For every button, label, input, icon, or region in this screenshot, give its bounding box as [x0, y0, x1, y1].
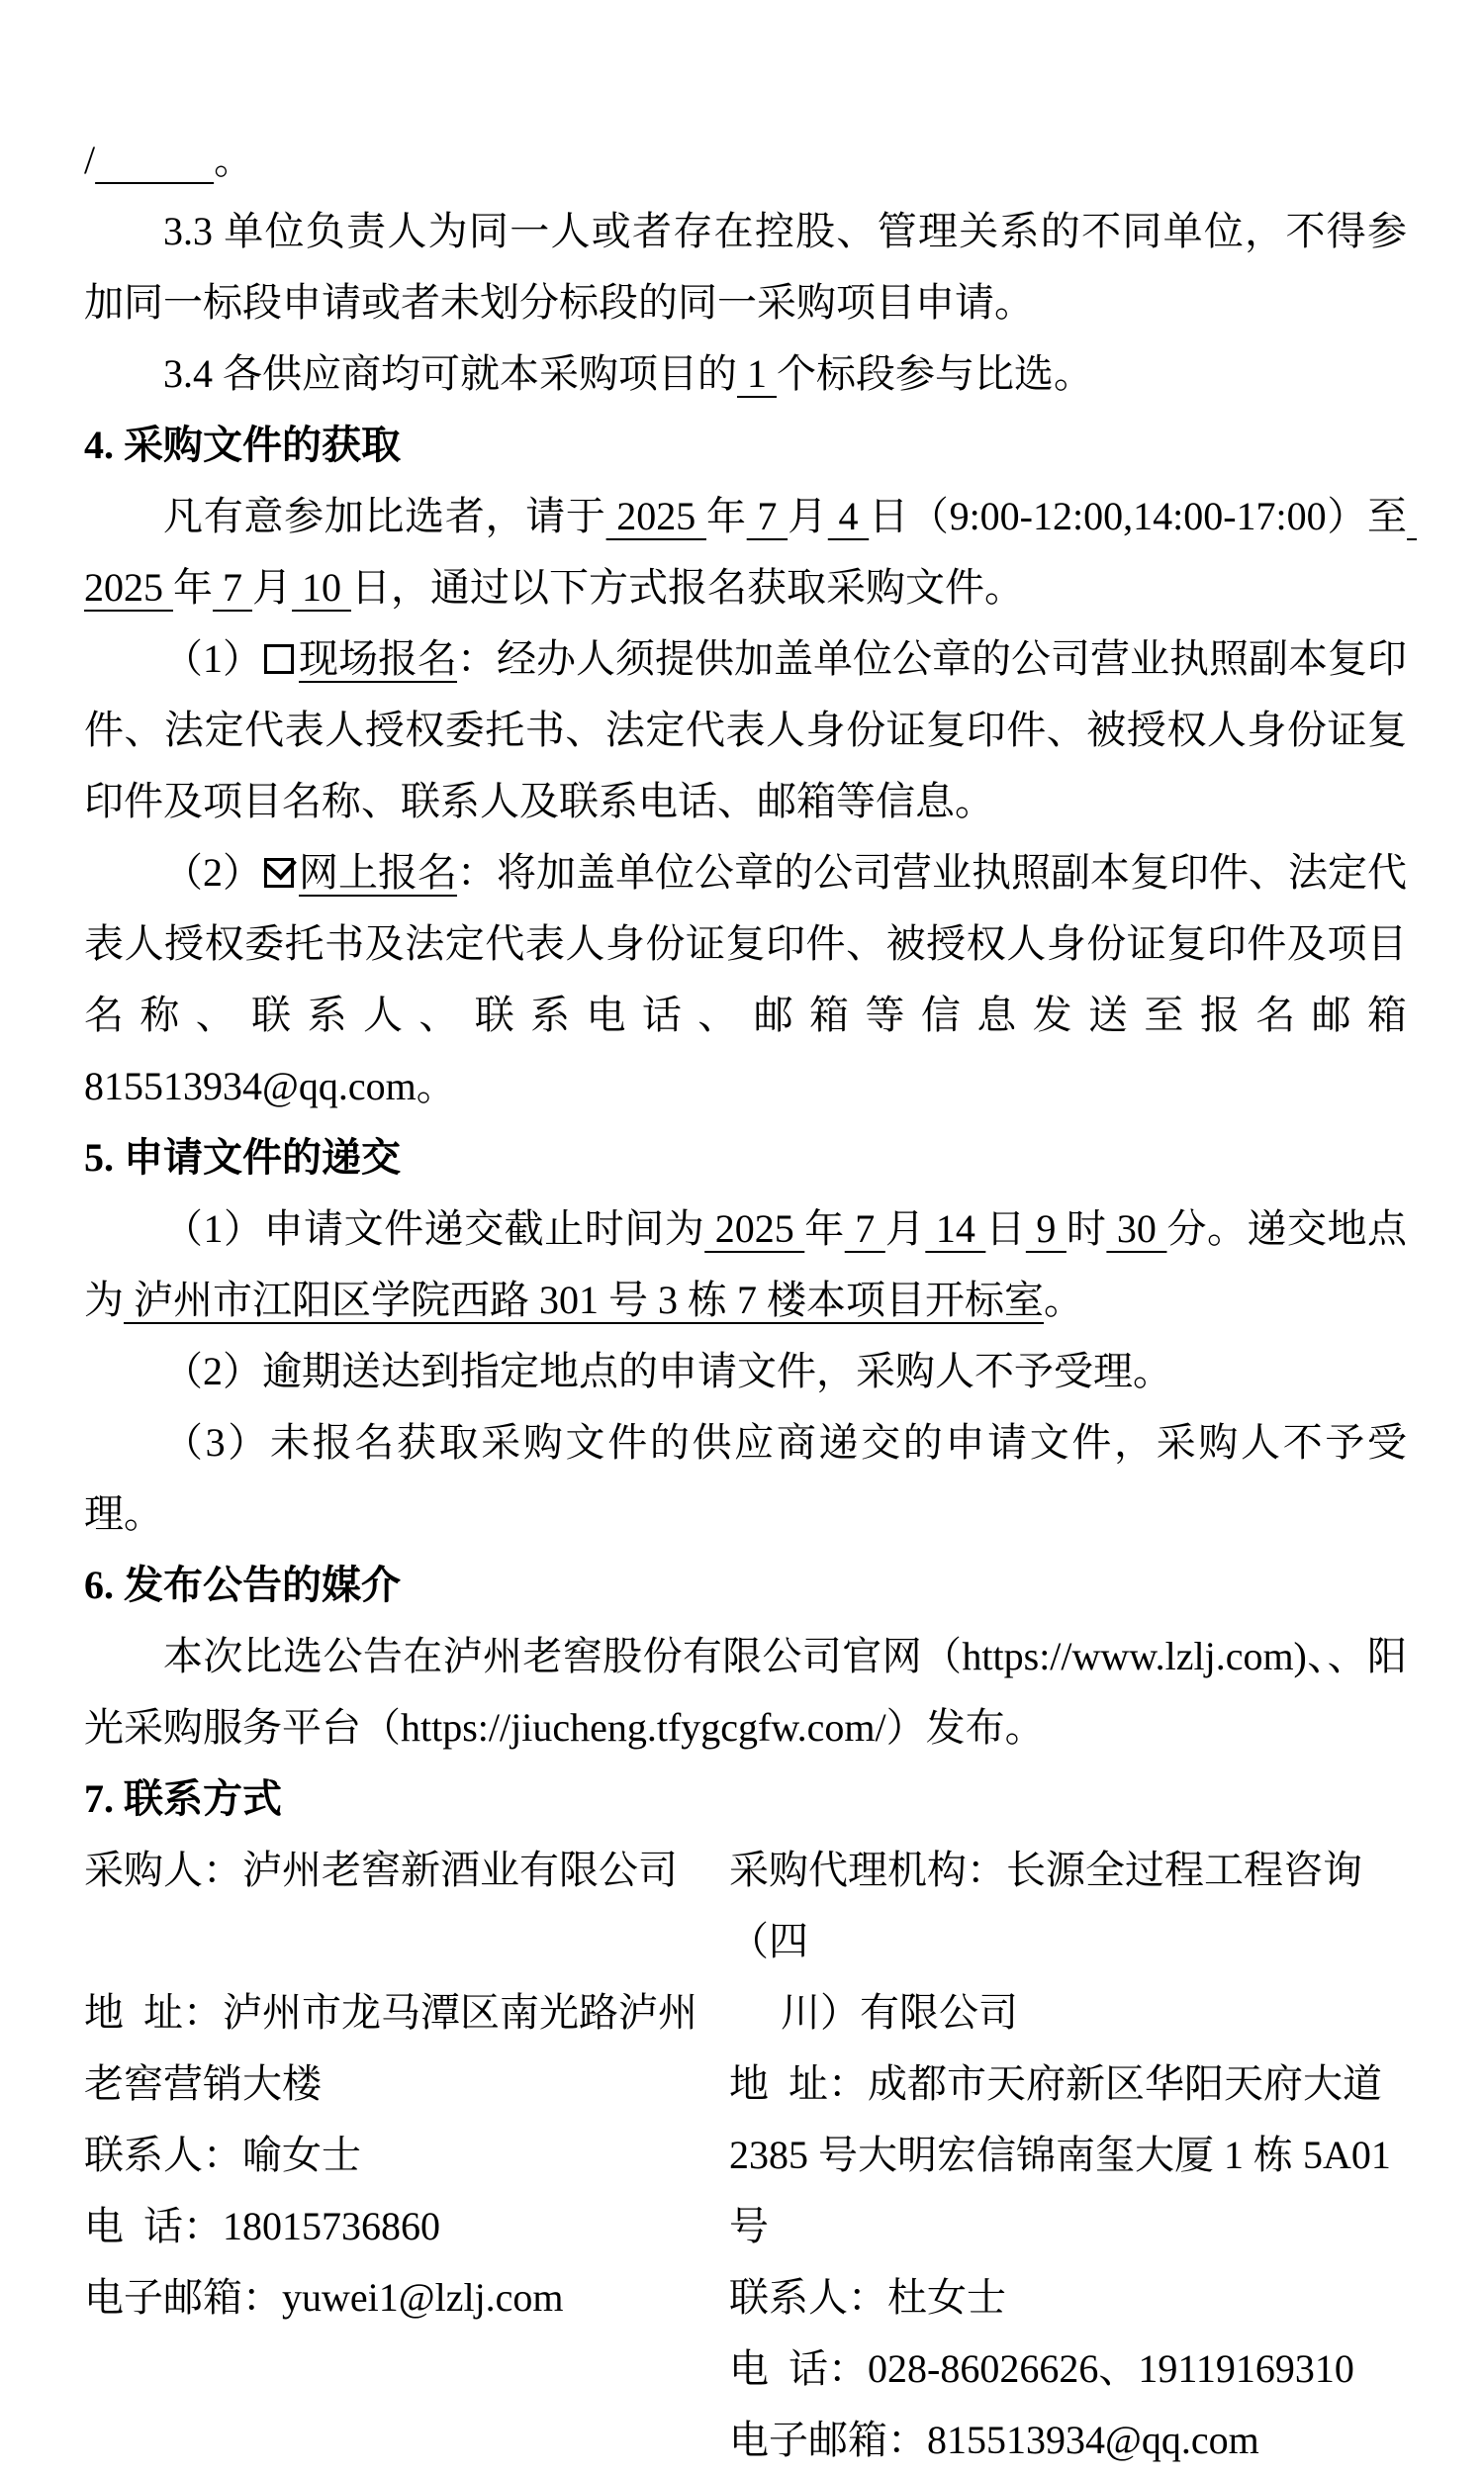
announcement-media-paragraph [84, 1621, 1407, 1763]
agency-address-line-2: 2385 号大明宏信锦南玺大厦 1 栋 5A01 号 [729, 2133, 1401, 2248]
text-run: 30 [1106, 1206, 1167, 1251]
purchaser-email: 电子邮箱：yuwei1@lzlj.com [84, 2275, 564, 2320]
section-7-heading: 7. 联系方式 [84, 1776, 282, 1821]
text-run: 3.4 各供应商均可就本采购项目的 [163, 351, 737, 396]
unregistered-supplier-paragraph [84, 1407, 1407, 1550]
text-run: （2）逾期送达到指定地点的申请文件，采购人不予受理。 [163, 1349, 1172, 1393]
purchaser-address-line-1: 地 址：泸州市龙马潭区南光路泸州 [84, 1990, 697, 2035]
obtain-documents-paragraph [84, 481, 1418, 623]
text-run: 现场报名 [299, 636, 457, 681]
section-5-heading: 5. 申请文件的递交 [84, 1135, 401, 1180]
text-run: 7 [213, 565, 252, 610]
text-run [95, 138, 214, 182]
purchaser-address-line-2: 老窖营销大楼 [84, 2061, 322, 2106]
contact-column-purchaser [84, 1835, 729, 2333]
text-run: 本次比选公告在泸州老窖股份有限公司官网（https://www.lzlj.com)、、阳光采购服务平台（https://jiucheng.tfygcgfw.com/）发布。 [84, 1634, 1407, 1750]
checkbox-unchecked-icon [264, 644, 294, 674]
text-run: 日 [985, 1206, 1026, 1251]
text-run: 2025 [605, 494, 706, 538]
text-run: 泸州市江阳区学院西路 301 号 3 栋 7 楼本项目开标室 [124, 1278, 1044, 1322]
text-run: 。 [214, 138, 254, 182]
text-run: 7 [844, 1206, 885, 1251]
text-run: 月 [252, 565, 292, 610]
onsite-registration-paragraph [84, 623, 1407, 837]
text-run: 网上报名 [299, 850, 457, 895]
agency-name-line-1: 采购代理机构：长源全过程工程咨询（四 [729, 1848, 1362, 1963]
text-run: 年 [706, 494, 747, 538]
text-run: 凡有意参加比选者，请于 [163, 494, 606, 538]
agency-email: 电子邮箱：815513934@qq.com [729, 2418, 1259, 2462]
clause-3-4-paragraph [84, 338, 1407, 410]
agency-phone: 电 话：028-86026626、19119169310 [729, 2346, 1354, 2391]
agency-contact-person: 联系人：杜女士 [729, 2275, 1006, 2320]
text-run: 10 [292, 565, 351, 610]
text-run: （3）未报名获取采购文件的供应商递交的申请文件，采购人不予受理。 [84, 1420, 1407, 1536]
text-run: 年 [173, 565, 213, 610]
text-run: 分。递交地点为 [84, 1206, 1408, 1322]
text-run: （2） [163, 850, 262, 895]
purchaser-name: 采购人：泸州老窖新酒业有限公司 [84, 1848, 678, 1892]
text-run: 2025 [84, 494, 1418, 610]
text-run: 14 [925, 1206, 986, 1251]
agency-name-line-2: 川）有限公司 [781, 1990, 1018, 2035]
text-run: 2025 [704, 1206, 805, 1251]
text-run: 月 [788, 494, 828, 538]
purchaser-blank-line [84, 1906, 729, 1977]
text-run: （1）申请文件递交截止时间为 [163, 1206, 705, 1251]
text-run: ：将加盖单位公章的公司营业执照副本复印件、法定代表人授权委托书及法定代表人身份证复印件、被授权人身份证复印件及项目名称、联系人、联系电话、邮箱等信息发送至报名邮箱 815513934@qq.com。 [84, 850, 1417, 1108]
submission-deadline-paragraph [84, 1193, 1407, 1336]
late-delivery-paragraph [84, 1336, 1407, 1407]
agency-address-line-1: 地 址：成都市天府新区华阳天府大道 [729, 2061, 1382, 2106]
text-run: 个标段参与比选。 [777, 351, 1093, 396]
text-run: ：经办人须提供加盖单位公章的公司营业执照副本复印件、法定代表人授权委托书、法定代表人身份证复印件、被授权人身份证复印件及项目名称、联系人及联系电话、邮箱等信息。 [84, 636, 1407, 823]
text-run: 7 [746, 494, 788, 538]
text-run: （1） [163, 636, 262, 681]
text-run: 9 [1025, 1206, 1067, 1251]
blank-slash-line [84, 125, 1407, 196]
section-6-heading: 6. 发布公告的媒介 [84, 1563, 401, 1607]
text-run: 月 [884, 1206, 926, 1251]
clause-3-3-paragraph [84, 196, 1407, 338]
online-registration-paragraph [84, 837, 1417, 1122]
text-run: / [84, 138, 96, 182]
text-run: 。 [1044, 1278, 1083, 1322]
text-run: 日，通过以下方式报名获取采购文件。 [351, 565, 1024, 610]
purchaser-phone: 电 话：18015736860 [84, 2204, 440, 2248]
text-run: 4 [827, 494, 870, 538]
section-4-heading: 4. 采购文件的获取 [84, 423, 401, 467]
checkbox-checked-icon [264, 858, 294, 888]
text-run: 时 [1066, 1206, 1107, 1251]
contact-section [84, 1835, 1407, 2476]
text-run: 3.3 单位负责人为同一人或者存在控股、管理关系的不同单位，不得参加同一标段申请或者未划分标段的同一采购项目申请。 [84, 209, 1407, 325]
text-run: 年 [804, 1206, 845, 1251]
text-run: 日（9:00-12:00,14:00-17:00）至 [869, 494, 1408, 538]
text-run: 1 [737, 351, 777, 396]
purchaser-contact-person: 联系人：喻女士 [84, 2133, 361, 2177]
contact-column-agency [729, 1835, 1407, 2476]
